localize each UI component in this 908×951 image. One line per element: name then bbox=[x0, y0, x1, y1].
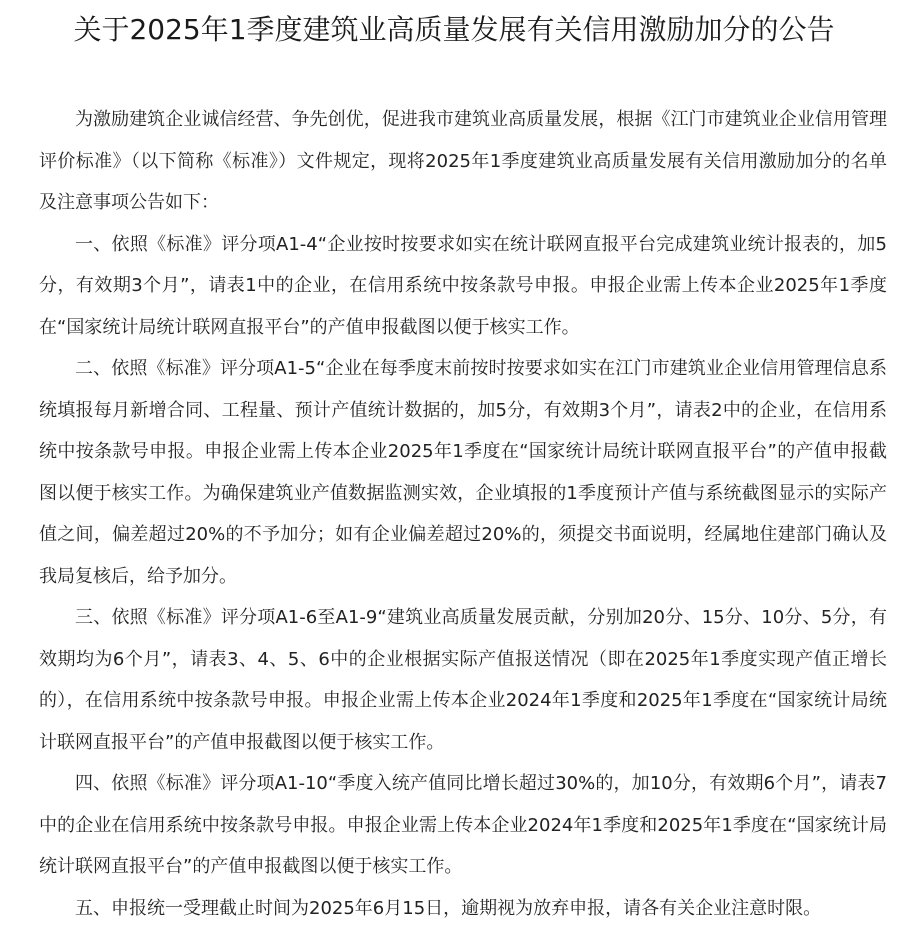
intro-paragraph: 为激励建筑企业诚信经营、争先创优，促进我市建筑业高质量发展，根据《江门市建筑业企业信用管理评价标准》（以下简称《标准》）文件规定，现将2025年1季度建筑业高质量发展有关信用激励加分的名单及注意事项公告如下： bbox=[39, 109, 887, 213]
item-3-paragraph: 三、依照《标准》评分项A1-6至A1-9“建筑业高质量发展贡献，分别加20分、15分、10分、5分，有效期均为6个月”，请表3、4、5、6中的企业根据实际产值报送情况（即在2025年1季度实现产值正增长的），在信用系统中按条款号申报。申报企业需上传本企业2024年1季度和2025年1季度在“国家统计局统计联网直报平台”的产值申报截图以便于核实工作。 bbox=[39, 607, 887, 753]
item-1-paragraph: 一、依照《标准》评分项A1-4“企业按时按要求如实在统计联网直报平台完成建筑业统计报表的，加5分，有效期3个月”，请表1中的企业，在信用系统中按条款号申报。申报企业需上传本企业2025年1季度在“国家统计局统计联网直报平台”的产值申报截图以便于核实工作。 bbox=[39, 233, 887, 338]
page-title: 关于2025年1季度建筑业高质量发展有关信用激励加分的公告 bbox=[73, 13, 835, 46]
item-5-paragraph: 五、申报统一受理截止时间为2025年6月15日，逾期视为放弃申报，请各有关企业注意时限。 bbox=[75, 897, 822, 919]
item-2-paragraph: 二、依照《标准》评分项A1-5“企业在每季度末前按时按要求如实在江门市建筑业企业信用管理信息系统填报每月新增合同、工程量、预计产值统计数据的，加5分，有效期3个月”，请表2中的企业，在信用系统中按条款号申报。申报企业需上传本企业2025年1季度在“国家统计局统计联网直报平台”的产值申报截图以便于核实工作。为确保建筑业产值数据监测实效，企业填报的1季度预计产值与系统截图显示的实际产值之间，偏差超过20%的不予加分；如有企业偏差超过20%的，须提交书面说明，经属地住建部门确认及我局复核后，给予加分。 bbox=[39, 358, 887, 587]
article-body bbox=[39, 99, 887, 929]
item-4-paragraph: 四、依照《标准》评分项A1-10“季度入统产值同比增长超过30%的，加10分，有效期6个月”，请表7中的企业在信用系统中按条款号申报。申报企业需上传本企业2024年1季度和2025年1季度在“国家统计局统计联网直报平台”的产值申报截图以便于核实工作。 bbox=[39, 773, 887, 877]
